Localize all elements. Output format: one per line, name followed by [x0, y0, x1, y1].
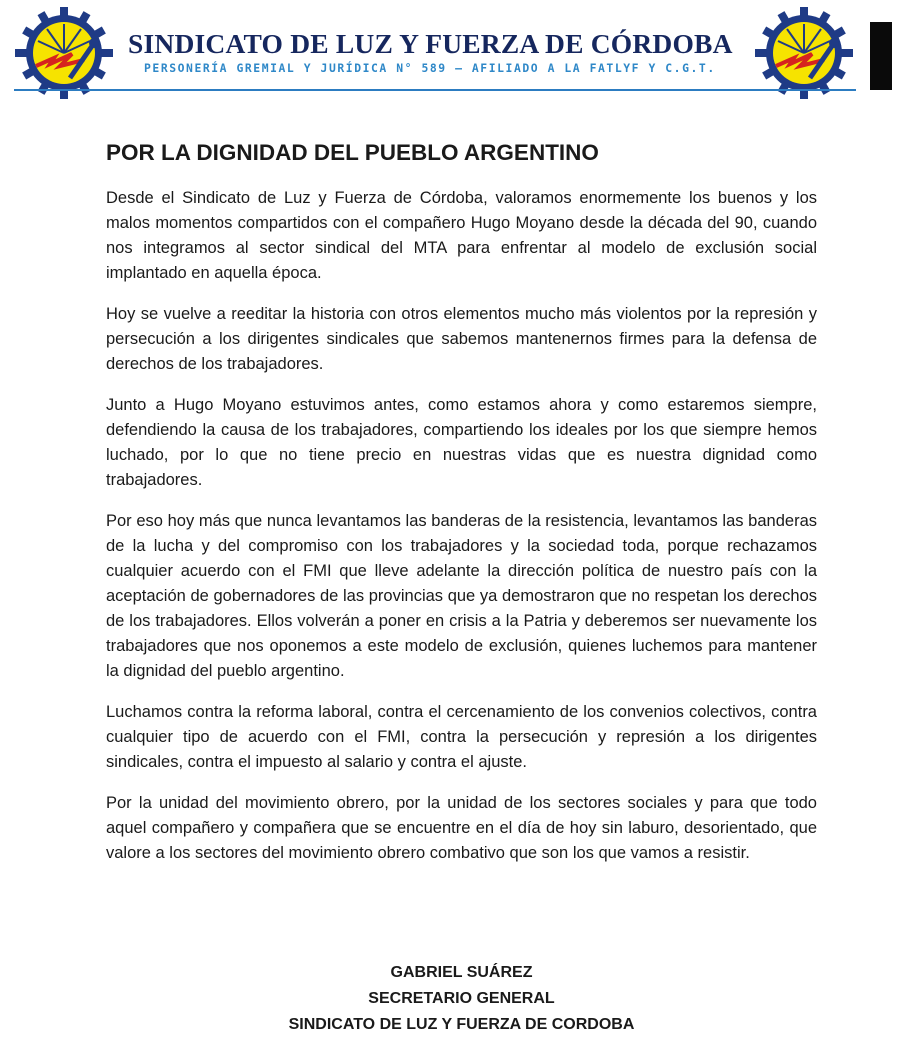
document-body [106, 138, 817, 882]
signatory-organization: SINDICATO DE LUZ Y FUERZA DE CORDOBA [288, 1016, 635, 1033]
paragraph: Luchamos contra la reforma laboral, contra el cercenamiento de los convenios colectivos, contra cualquier tipo de acuerdo con el FMI, contra la persecución y represión a los dirigentes sindicales, contra el impuesto al salario y contra el ajuste. [106, 703, 817, 771]
paragraph: Desde el Sindicato de Luz y Fuerza de Córdoba, valoramos enormemente los buenos y los malos momentos compartidos con el compañero Hugo Moyano desde la década del 90, cuando nos integramos al sector sindical del MTA para enfrentar al modelo de exclusión social implantado en aquella época. [106, 189, 817, 282]
header-divider [14, 89, 856, 91]
signature-block [106, 960, 817, 1038]
letterhead [0, 0, 900, 100]
paragraph: Por eso hoy más que nunca levantamos las banderas de la resistencia, levantamos las banderas de la lucha y del compromiso con los trabajadores y la sociedad toda, porque rechazamos cualquier acuerdo con el FMI que lleve adelante la dirección política de nuestro país con la aceptación de gobernadores de las provincias que ya demostraron que no respetan los derechos de los trabajadores. Ellos volverán a poner en crisis a la Patria y deberemos ser nuevamente los trabajadores que nos oponemos a este modelo de exclusión, quienes luchemos para mantener la dignidad del pueblo argentino. [106, 512, 817, 680]
document-title: POR LA DIGNIDAD DEL PUEBLO ARGENTINO [106, 140, 599, 165]
union-emblem-icon [14, 6, 114, 100]
paragraph: Hoy se vuelve a reeditar la historia con otros elementos mucho más violentos por la represión y persecución a los dirigentes sindicales que sabemos mantenernos firmes para la defensa de derechos de los trabajadores. [106, 305, 817, 373]
union-emblem-icon [754, 6, 854, 100]
org-registration: PERSONERÍA GREMIAL Y JURÍDICA N° 589 — AFILIADO A LA FATLYF Y C.G.T. [144, 61, 716, 75]
paragraph: Junto a Hugo Moyano estuvimos antes, como estamos ahora y como estaremos siempre, defendiendo la causa de los trabajadores, compartiendo los ideales por los que siempre hemos luchado, por lo que no tiene precio en nuestras vidas que es nuestra dignidad como trabajadores. [106, 396, 817, 489]
edge-bar [870, 22, 892, 90]
signatory-role: SECRETARIO GENERAL [368, 990, 555, 1007]
org-name: SINDICATO DE LUZ Y FUERZA DE CÓRDOBA [128, 28, 733, 59]
signatory-name: GABRIEL SUÁREZ [390, 964, 533, 981]
paragraph: Por la unidad del movimiento obrero, por la unidad de los sectores sociales y para que todo aquel compañero y compañera que se encuentre en el día de hoy sin laburo, desorientado, que valore a los sectores del movimiento obrero combativo que son los que vamos a resistir. [106, 794, 817, 862]
